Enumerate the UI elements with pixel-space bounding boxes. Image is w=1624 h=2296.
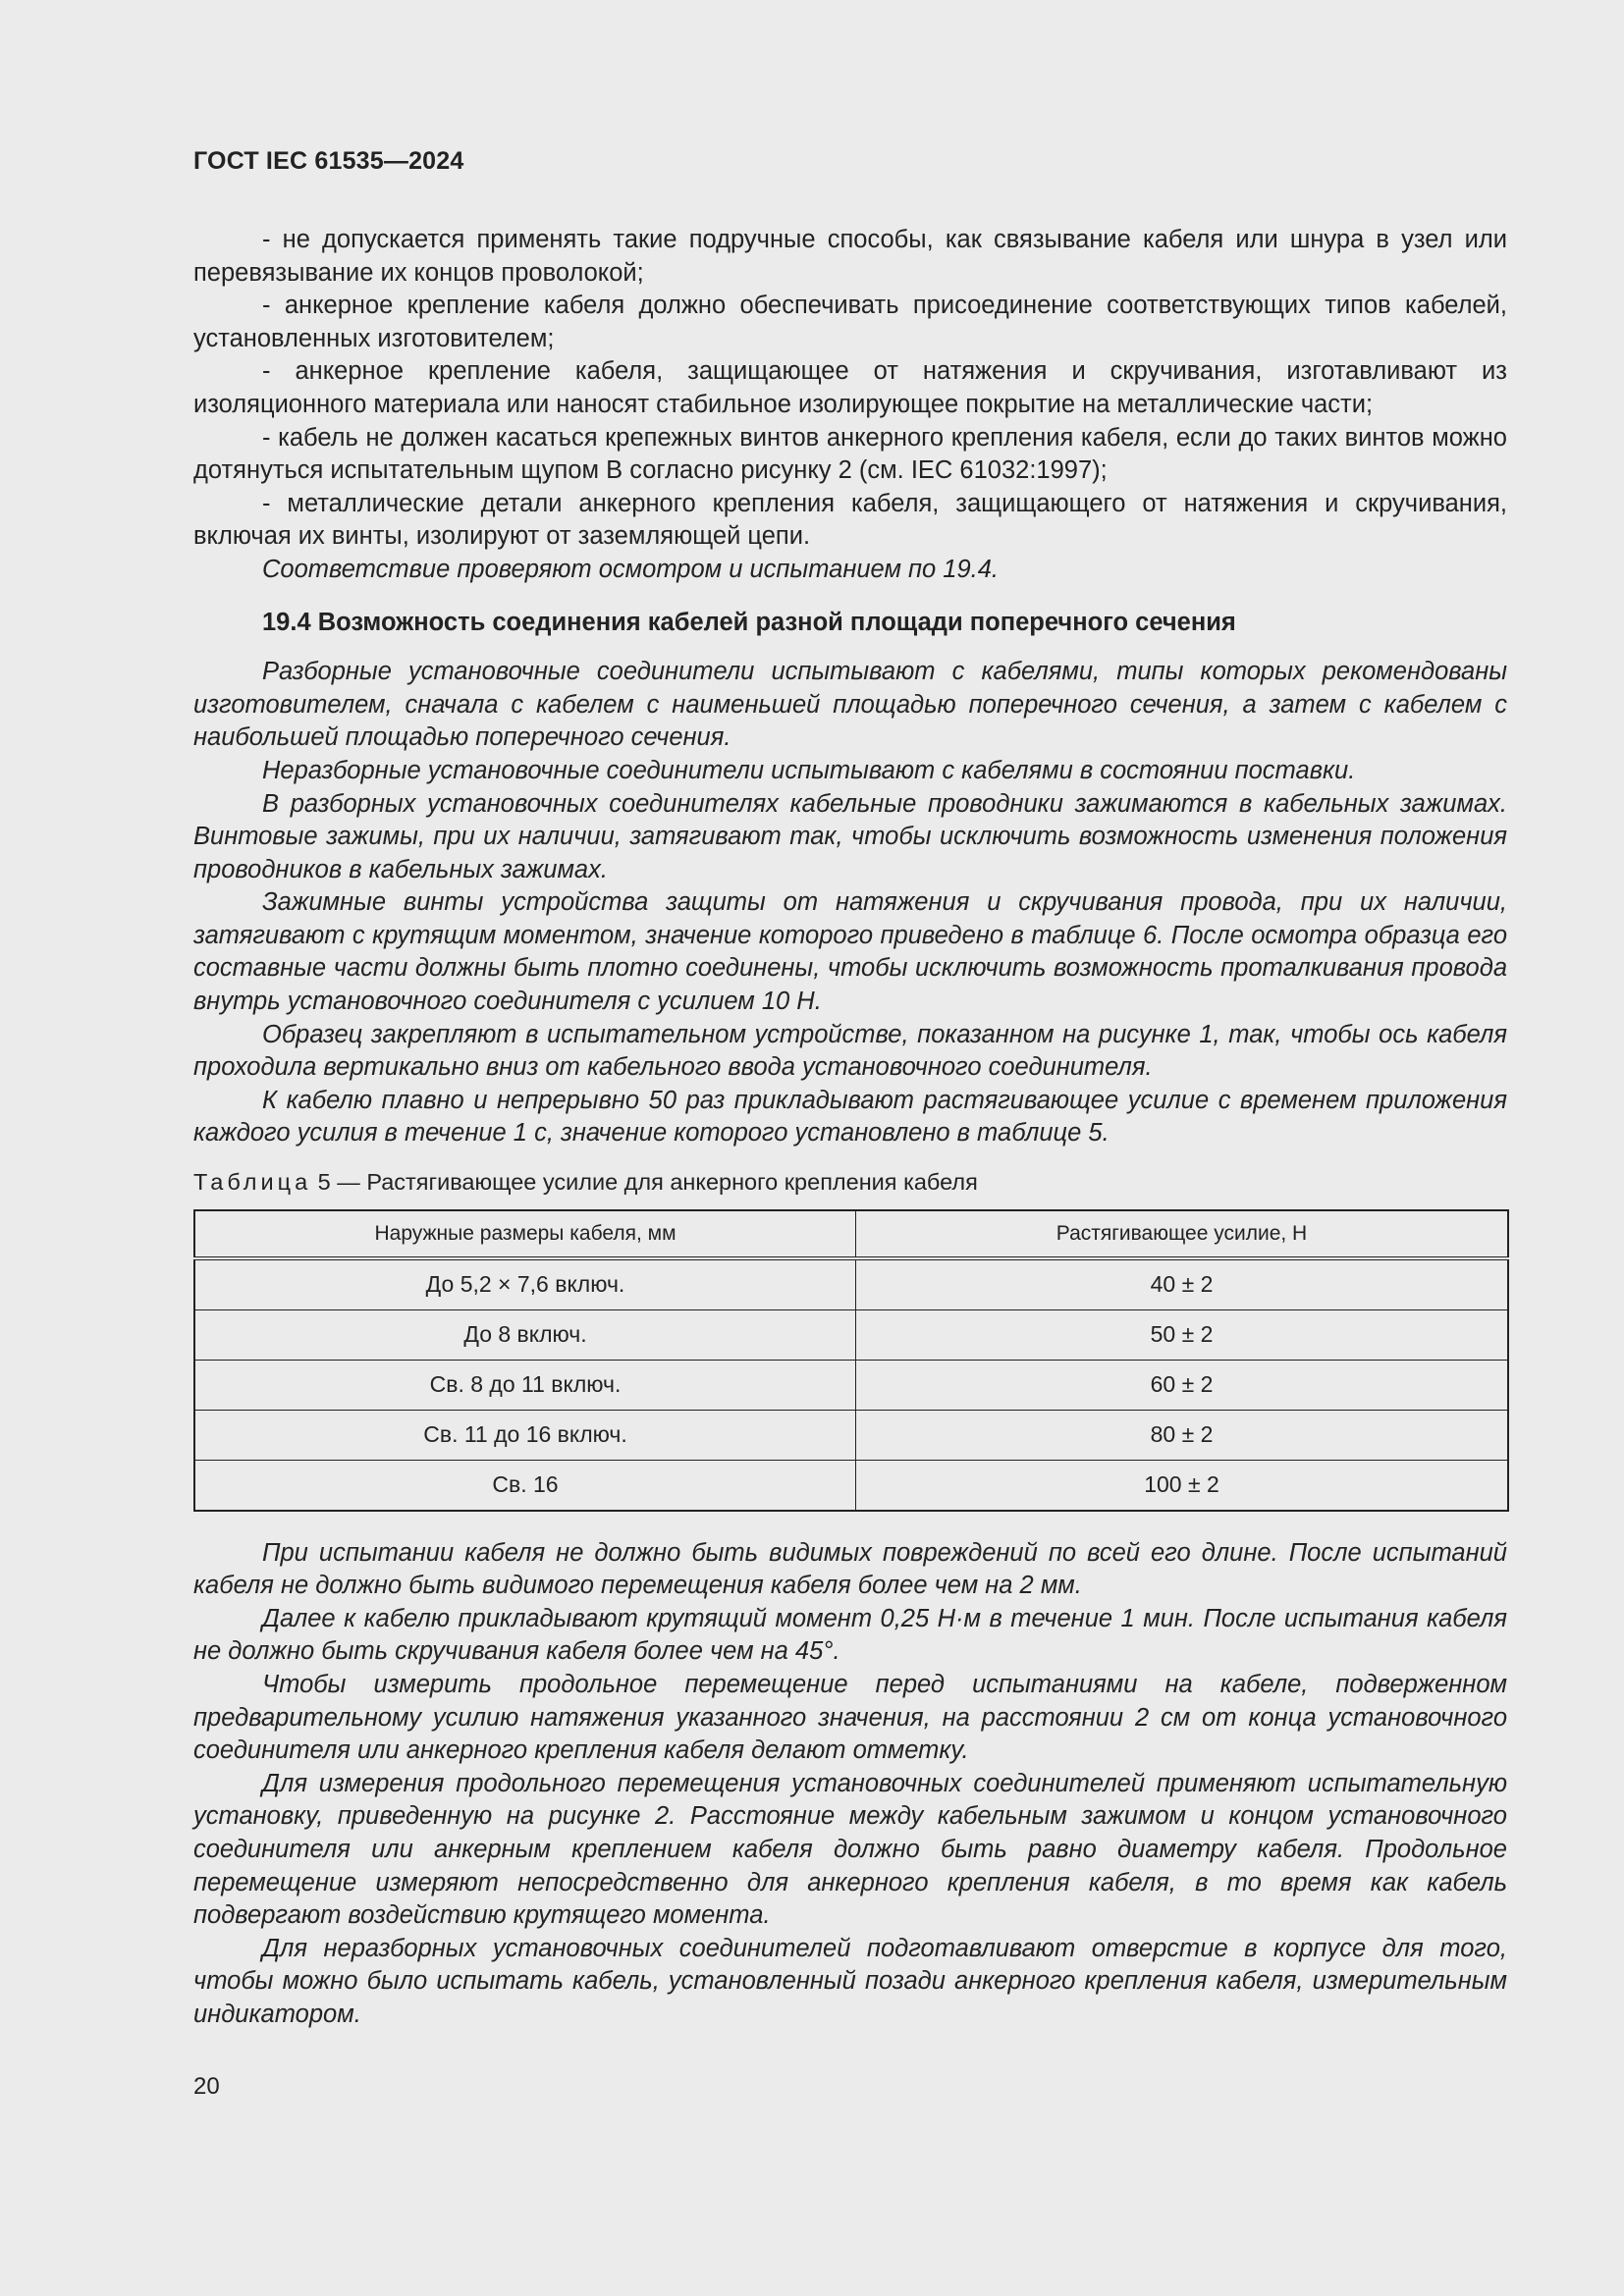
section-title: 19.4 Возможность соединения кабелей разной площади поперечного сечения [262, 608, 1236, 636]
paragraph: - металлические детали анкерного крепления кабеля, защищающего от натяжения и скручивания, включая их винты, изолируют от заземляющей цепи. [193, 489, 1507, 551]
table-cell: До 5,2 × 7,6 включ. [194, 1258, 856, 1310]
table-cell: 80 ± 2 [856, 1410, 1509, 1460]
table-row [194, 1410, 1508, 1460]
paragraph: Зажимные винты устройства защиты от натяжения и скручивания провода, при их наличии, затягивают с крутящим моментом, значение которого приведено в таблице 6. После осмотра образца его составные части должны быть плотно соединены, чтобы исключить возможность проталкивания провода внутрь установочного соединителя с усилием 10 Н. [193, 888, 1507, 1016]
paragraph: - анкерное крепление кабеля должно обеспечивать присоединение соответствующих типов кабелей, установленных изготовителем; [193, 292, 1507, 352]
paragraph: - не допускается применять такие подручные способы, как связывание кабеля или шнура в узел или перевязывание их концов проволокой; [193, 226, 1507, 287]
column-header: Наружные размеры кабеля, мм [194, 1210, 856, 1258]
paragraph: Для измерения продольного перемещения установочных соединителей применяют испытательную установку, приведенную на рисунке 2. Расстояние между кабельным зажимом и концом установочного соединителя или анкерным креплением кабеля должно быть равно диаметру кабеля. Продольное перемещение измеряют непосредственно для анкерного крепления кабеля, в то время как кабель подвергают воздействию крутящего момента. [193, 1769, 1507, 1930]
body-text [193, 224, 1507, 2032]
paragraphs-top [193, 224, 1507, 587]
data-table [193, 1209, 1509, 1512]
page-number: 20 [193, 2073, 220, 2100]
table-cell: 60 ± 2 [856, 1360, 1509, 1410]
table-cell: 50 ± 2 [856, 1309, 1509, 1360]
paragraph: Чтобы измерить продольное перемещение перед испытаниями на кабеле, подверженном предварительному усилию натяжения указанного значения, на расстоянии 2 см от конца установочного соединителя или анкерного крепления кабеля делают отметку. [193, 1671, 1507, 1765]
table-header-row [194, 1210, 1508, 1258]
paragraph: Разборные установочные соединители испытывают с кабелями, типы которых рекомендованы изготовителем, сначала с кабелем с наименьшей площадью поперечного сечения, а затем с кабелем с наибольшей площадью поперечного сечения. [193, 658, 1507, 752]
table-row [194, 1360, 1508, 1410]
paragraph: В разборных установочных соединителях кабельные проводники зажимаются в кабельных зажимах. Винтовые зажимы, при их наличии, затягивают так, чтобы исключить возможность изменения положения проводников в кабельных зажимах. [193, 789, 1507, 883]
table-cell: До 8 включ. [194, 1309, 856, 1360]
table-caption-text: 5 — Растягивающее усилие для анкерного крепления кабеля [311, 1169, 978, 1196]
paragraphs-mid [193, 656, 1507, 1150]
table-cell: 100 ± 2 [856, 1460, 1509, 1511]
table-cell: Св. 11 до 16 включ. [194, 1410, 856, 1460]
paragraph: - анкерное крепление кабеля, защищающее от натяжения и скручивания, изготавливают из изоляционного материала или наносят стабильное изолирующее покрытие на металлические части; [193, 357, 1507, 418]
table-row [194, 1309, 1508, 1360]
paragraph: Далее к кабелю прикладывают крутящий момент 0,25 Н·м в течение 1 мин. После испытания кабеля не должно быть скручивания кабеля более чем на 45°. [193, 1604, 1507, 1666]
table-cell: Св. 16 [194, 1460, 856, 1511]
paragraph: - кабель не должен касаться крепежных винтов анкерного крепления кабеля, если до таких винтов можно дотянуться испытательным щупом В согласно рисунку 2 (см. IEC 61032:1997); [193, 423, 1507, 485]
table-row [194, 1460, 1508, 1511]
document-header: ГОСТ IEC 61535—2024 [193, 147, 464, 175]
table-caption-prefix: Таблица [193, 1169, 312, 1196]
table-caption [193, 1166, 1507, 1200]
paragraphs-bottom [193, 1537, 1507, 2032]
paragraph: Неразборные установочные соединители испытывают с кабелями в состоянии поставки. [262, 756, 1356, 784]
paragraph: При испытании кабеля не должно быть видимых повреждений по всей его длине. После испытаний кабеля не должно быть видимого перемещения кабеля более чем на 2 мм. [193, 1538, 1507, 1600]
paragraph: Соответствие проверяют осмотром и испытанием по 19.4. [262, 555, 1000, 583]
table-row [194, 1258, 1508, 1310]
table-cell: Св. 8 до 11 включ. [194, 1360, 856, 1410]
table-cell: 40 ± 2 [856, 1258, 1509, 1310]
column-header: Растягивающее усилие, Н [856, 1210, 1509, 1258]
paragraph: Для неразборных установочных соединителей подготавливают отверстие в корпусе для того, чтобы можно было испытать кабель, установленный позади анкерного крепления кабеля, измерительным индикатором. [193, 1934, 1507, 2028]
paragraph: К кабелю плавно и непрерывно 50 раз прикладывают растягивающее усилие с временем приложения каждого усилия в течение 1 с, значение которого установлено в таблице 5. [193, 1086, 1507, 1148]
paragraph: Образец закрепляют в испытательном устройстве, показанном на рисунке 1, так, чтобы ось кабеля проходила вертикально вниз от кабельного ввода установочного соединителя. [193, 1020, 1507, 1082]
